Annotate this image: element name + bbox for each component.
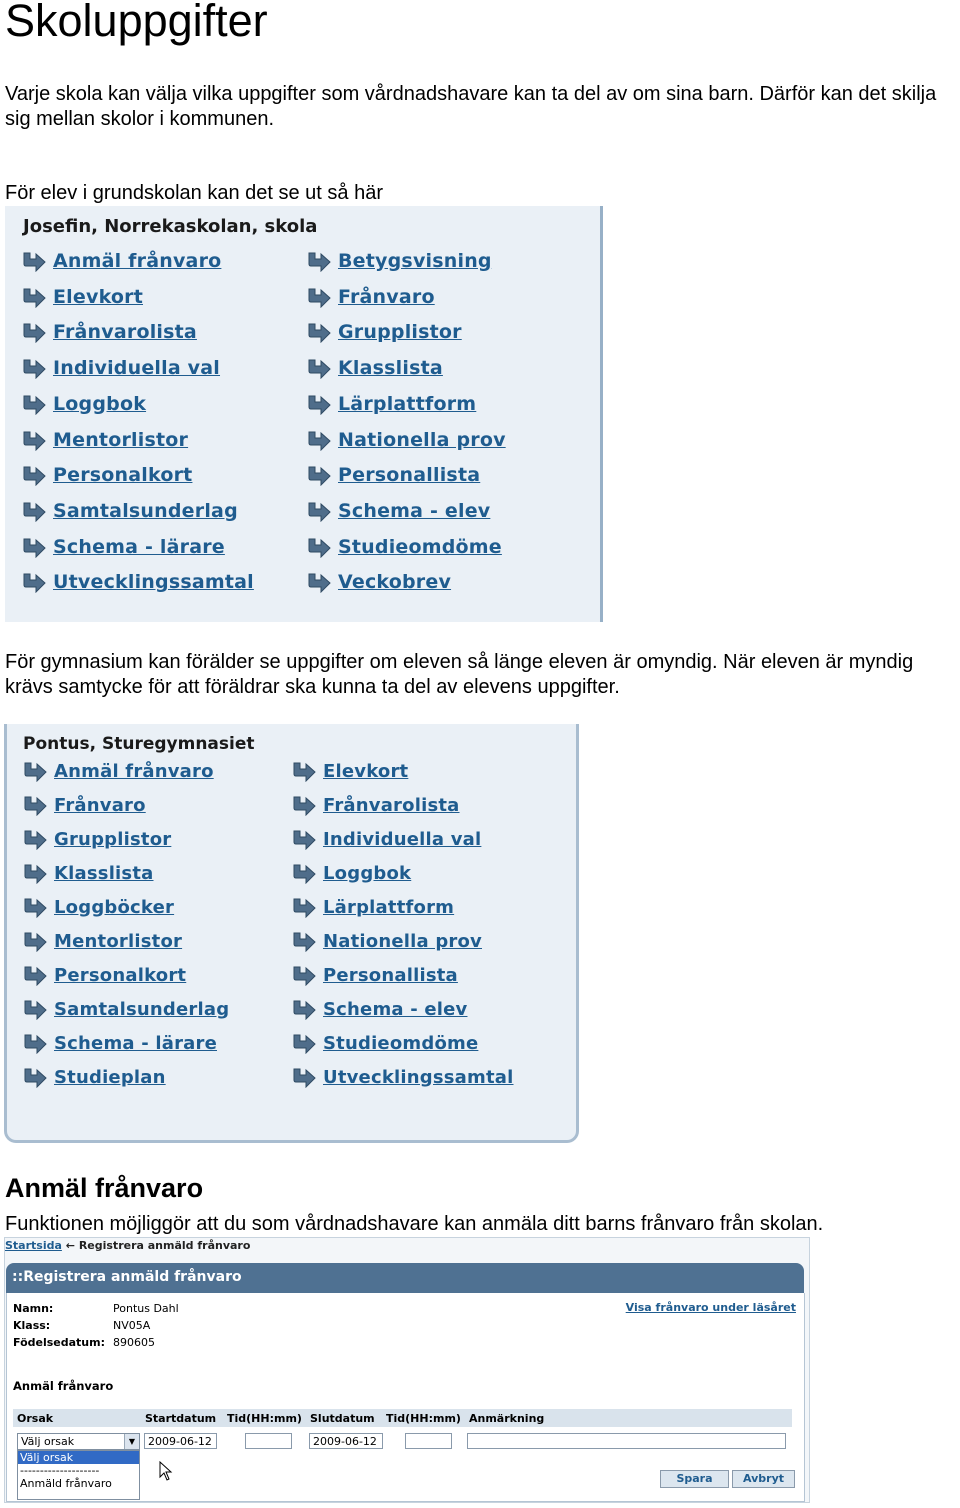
arrow-icon (292, 760, 317, 782)
menu-link-label[interactable]: Grupplistor (338, 321, 462, 344)
class-value: NV05A (113, 1319, 151, 1332)
arrow-icon (23, 760, 48, 782)
arrow-icon (23, 1066, 48, 1088)
section-text: Funktionen möjliggör att du som vårdnadshavare kan anmäla ditt barns frånvaro från skolan. (5, 1213, 824, 1235)
name-value: Pontus Dahl (113, 1302, 179, 1315)
menu-link-label[interactable]: Elevkort (53, 285, 143, 308)
history-link[interactable]: Visa frånvaro under läsåret (625, 1301, 796, 1314)
menu-link-personallista[interactable] (292, 964, 458, 986)
arrow-icon (307, 571, 332, 593)
menu-link-schema-elev[interactable] (292, 998, 467, 1020)
arrow-icon (23, 828, 48, 850)
menu-link-label[interactable]: Loggbok (53, 392, 147, 415)
arrow-icon (22, 357, 47, 379)
reason-options-list[interactable] (17, 1450, 140, 1500)
menu-link-frånvaro[interactable] (23, 794, 146, 816)
arrow-icon (307, 464, 332, 486)
menu-link-lärplattform[interactable] (307, 393, 476, 415)
arrow-icon (292, 930, 317, 952)
menu-link-label[interactable]: Individuella val (323, 828, 482, 850)
birth-label: Födelsedatum: (13, 1336, 105, 1349)
arrow-icon (292, 1066, 317, 1088)
menu-link-individuella-val[interactable] (22, 357, 220, 379)
arrow-icon (292, 828, 317, 850)
reason-select-value: Välj orsak (21, 1435, 75, 1448)
menu-link-grupplistor[interactable] (307, 321, 462, 343)
arrow-icon (22, 321, 47, 343)
menu-link-label[interactable]: Schema - lärare (54, 1032, 217, 1054)
col-orsak: Orsak (17, 1412, 54, 1425)
breadcrumb-arrow-icon: ← (65, 1239, 75, 1252)
breadcrumb (5, 1239, 250, 1252)
menu-link-grupplistor[interactable] (23, 828, 171, 850)
save-button[interactable]: Spara (660, 1470, 729, 1488)
arrow-icon (292, 862, 317, 884)
arrow-icon (292, 998, 317, 1020)
menu-link-veckobrev[interactable] (307, 571, 451, 593)
menu-link-label[interactable]: Frånvarolista (323, 794, 460, 816)
menu-link-personalkort[interactable] (22, 464, 192, 486)
menu-link-label[interactable]: Studieomdöme (323, 1032, 479, 1054)
gymnasium-text: För gymnasium kan förälder se uppgifter om eleven så länge eleven är omyndig. När eleven är myndig krävs samtycke för att föräldrar ska kunna ta del av elevens uppgifter. (5, 651, 914, 698)
section-heading: Anmäl frånvaro (5, 1173, 204, 1203)
menu-link-label[interactable]: Klasslista (54, 862, 154, 884)
arrow-icon (22, 500, 47, 522)
arrow-icon (23, 896, 48, 918)
class-label: Klass: (13, 1319, 51, 1332)
menu-link-label[interactable]: Klasslista (338, 357, 443, 380)
menu-link-lärplattform[interactable] (292, 896, 454, 918)
chevron-down-icon[interactable]: ▼ (124, 1434, 139, 1449)
arrow-icon (307, 357, 332, 379)
menu-link-loggbok[interactable] (22, 393, 146, 415)
gymnasium-menu-panel (4, 724, 579, 1143)
name-label: Namn: (13, 1302, 54, 1315)
arrow-icon (22, 286, 47, 308)
end-time-input[interactable] (405, 1433, 452, 1449)
menu-link-label[interactable]: Studieplan (54, 1066, 166, 1088)
menu-link-mentorlistor[interactable] (23, 930, 182, 952)
arrow-icon (22, 571, 47, 593)
col-end-time: Tid(HH:mm) (386, 1412, 461, 1425)
intro-text: Varje skola kan välja vilka uppgifter som vårdnadshavare kan ta del av om sina barn. Därför kan det skilja sig mellan skolor i kommunen. (5, 83, 937, 130)
arrow-icon (22, 250, 47, 272)
absence-form-screenshot (4, 1237, 810, 1503)
arrow-icon (22, 429, 47, 451)
menu-link-label[interactable]: Frånvaro (54, 794, 146, 816)
option-reported-absence[interactable]: Anmäld frånvaro (20, 1477, 112, 1490)
arrow-icon (23, 794, 48, 816)
arrow-icon (307, 536, 332, 558)
page-title: Skoluppgifter (5, 0, 268, 46)
menu-link-label[interactable]: Mentorlistor (54, 930, 183, 952)
start-date-input[interactable]: 2009-06-12 (144, 1433, 217, 1449)
arrow-icon (23, 930, 48, 952)
menu-link-studieplan[interactable] (23, 1066, 166, 1088)
birth-value: 890605 (113, 1336, 155, 1349)
menu-link-label[interactable]: Personalkort (54, 964, 187, 986)
arrow-icon (307, 500, 332, 522)
menu-link-mentorlistor[interactable] (22, 429, 188, 451)
menu-link-studieomdöme[interactable] (307, 536, 502, 558)
menu-link-anmäl-frånvaro[interactable] (23, 760, 214, 782)
arrow-icon (23, 964, 48, 986)
menu-link-studieomdöme[interactable] (292, 1032, 478, 1054)
menu-link-label[interactable]: Utvecklingssamtal (53, 571, 254, 594)
mouse-cursor-icon (159, 1461, 173, 1481)
menu-link-individuella-val[interactable] (292, 828, 481, 850)
menu-link-elevkort[interactable] (22, 286, 143, 308)
arrow-icon (307, 250, 332, 272)
form-subheading: Anmäl frånvaro (13, 1379, 114, 1393)
arrow-icon (292, 794, 317, 816)
menu-link-loggbok[interactable] (292, 862, 411, 884)
end-date-input[interactable]: 2009-06-12 (309, 1433, 383, 1449)
menu-link-utvecklingssamtal[interactable] (22, 571, 254, 593)
menu-link-label[interactable]: Personallista (338, 464, 481, 487)
panel-title: Josefin, Norrekaskolan, skola (23, 216, 318, 237)
menu-link-label[interactable]: Anmäl frånvaro (53, 250, 222, 272)
menu-link-label[interactable]: Schema - lärare (53, 535, 225, 558)
menu-link-label[interactable]: Loggböcker (54, 896, 175, 918)
remark-input[interactable] (467, 1433, 786, 1449)
menu-link-label[interactable]: Nationella prov (323, 930, 482, 952)
arrow-icon (307, 321, 332, 343)
menu-link-personallista[interactable] (307, 464, 480, 486)
menu-link-schema-lärare[interactable] (22, 536, 225, 558)
menu-link-label[interactable]: Utvecklingssamtal (323, 1066, 514, 1088)
start-time-input[interactable] (245, 1433, 292, 1449)
menu-link-label[interactable]: Personalkort (53, 464, 193, 487)
menu-link-klasslista[interactable] (23, 862, 154, 884)
arrow-icon (22, 536, 47, 558)
reason-select[interactable] (17, 1433, 140, 1450)
arrow-icon (292, 964, 317, 986)
arrow-icon (23, 998, 48, 1020)
grund-caption: För elev i grundskolan kan det se ut så här (5, 182, 383, 204)
menu-link-nationella-prov[interactable] (307, 429, 506, 451)
arrow-icon (22, 393, 47, 415)
grundskola-menu-panel (5, 206, 603, 622)
menu-link-label[interactable]: Nationella prov (338, 428, 506, 451)
menu-link-frånvarolista[interactable] (292, 794, 460, 816)
menu-link-elevkort[interactable] (292, 760, 408, 782)
menu-link-frånvaro[interactable] (307, 286, 435, 308)
menu-link-label[interactable]: Frånvaro (338, 285, 435, 308)
menu-link-schema-elev[interactable] (307, 500, 490, 522)
column-header-bar (13, 1409, 792, 1427)
menu-link-label[interactable]: Elevkort (323, 760, 409, 782)
col-slutdatum: Slutdatum (310, 1412, 375, 1425)
arrow-icon (23, 862, 48, 884)
arrow-icon (307, 429, 332, 451)
menu-link-samtalsunderlag[interactable] (23, 998, 229, 1020)
arrow-icon (292, 896, 317, 918)
menu-link-frånvarolista[interactable] (22, 321, 197, 343)
menu-link-label[interactable]: Grupplistor (54, 828, 172, 850)
menu-link-label[interactable]: Frånvarolista (53, 321, 197, 344)
menu-link-label[interactable]: Mentorlistor (53, 428, 189, 451)
menu-link-label[interactable]: Personallista (323, 964, 458, 986)
panel-title: Pontus, Sturegymnasiet (23, 734, 255, 754)
option-separator: -------------------- (20, 1464, 100, 1477)
menu-link-anmäl-frånvaro[interactable] (22, 250, 221, 272)
arrow-icon (23, 1032, 48, 1054)
cancel-button[interactable]: Avbryt (732, 1470, 795, 1488)
breadcrumb-current: Registrera anmäld frånvaro (78, 1239, 251, 1252)
menu-link-label[interactable]: Schema - elev (323, 998, 468, 1020)
menu-link-label[interactable]: Schema - elev (338, 499, 491, 522)
col-start-time: Tid(HH:mm) (227, 1412, 302, 1425)
menu-link-label[interactable]: Individuella val (53, 357, 221, 380)
breadcrumb-home-link[interactable]: Startsida (5, 1239, 62, 1252)
menu-link-label[interactable]: Lärplattform (338, 392, 477, 415)
form-header-title: ::Registrera anmäld frånvaro (12, 1269, 242, 1285)
menu-link-label[interactable]: Loggbok (323, 862, 412, 884)
arrow-icon (307, 393, 332, 415)
menu-link-label[interactable]: Samtalsunderlag (54, 998, 230, 1020)
menu-link-nationella-prov[interactable] (292, 930, 482, 952)
menu-link-label[interactable]: Betygsvisning (338, 250, 492, 272)
col-startdatum: Startdatum (145, 1412, 217, 1425)
menu-link-label[interactable]: Anmäl frånvaro (54, 760, 214, 782)
arrow-icon (22, 464, 47, 486)
menu-link-schema-lärare[interactable] (23, 1032, 217, 1054)
arrow-icon (292, 1032, 317, 1054)
arrow-icon (307, 286, 332, 308)
menu-link-label[interactable]: Veckobrev (338, 571, 452, 594)
menu-link-utvecklingssamtal[interactable] (292, 1066, 514, 1088)
menu-link-samtalsunderlag[interactable] (22, 500, 238, 522)
form-body (6, 1293, 805, 1502)
menu-link-betygsvisning[interactable] (307, 250, 492, 272)
col-anmarkning: Anmärkning (469, 1412, 545, 1425)
menu-link-label[interactable]: Samtalsunderlag (53, 499, 238, 522)
menu-link-klasslista[interactable] (307, 357, 443, 379)
menu-link-loggböcker[interactable] (23, 896, 174, 918)
menu-link-label[interactable]: Lärplattform (323, 896, 455, 918)
option-choose[interactable]: Välj orsak (18, 1451, 139, 1464)
form-header (6, 1263, 804, 1293)
menu-link-personalkort[interactable] (23, 964, 186, 986)
menu-link-label[interactable]: Studieomdöme (338, 535, 502, 558)
